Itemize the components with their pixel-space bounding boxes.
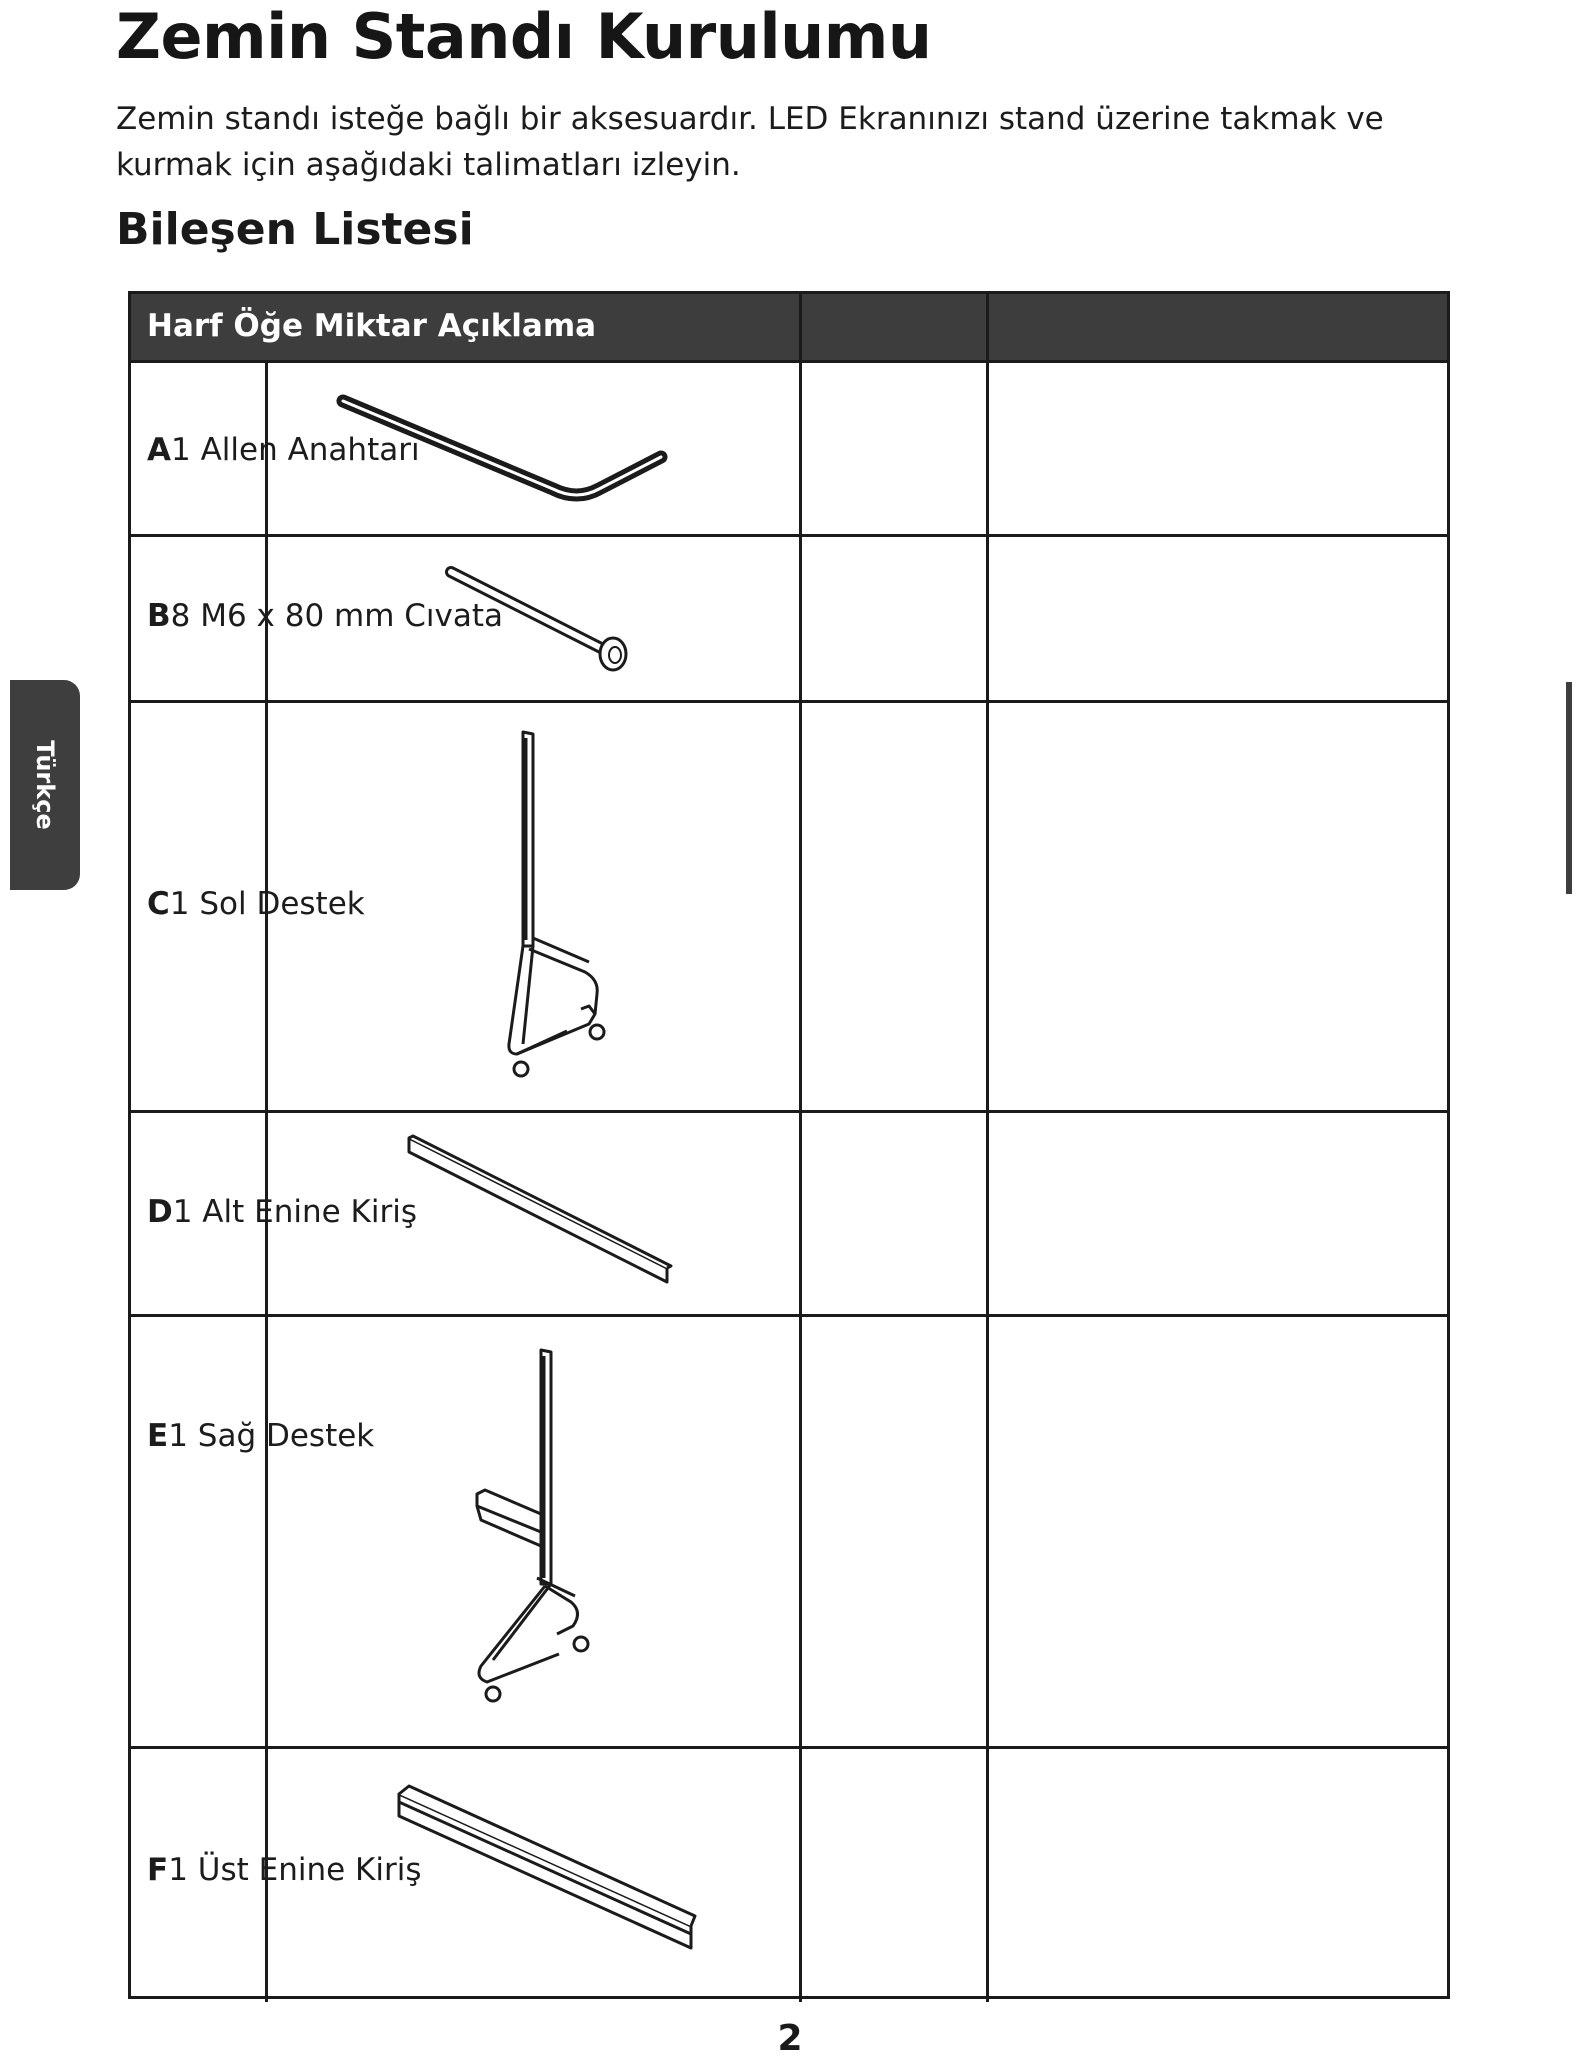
page-edge-marker [1566, 682, 1572, 894]
row-letter: F [147, 1852, 169, 1888]
row-text: 1 Üst Enine Kiriş [168, 1852, 422, 1888]
row-letter: C [147, 886, 170, 922]
component-table [128, 291, 1450, 1999]
bolt-icon [441, 562, 661, 672]
language-tab-label: Türkçe [31, 740, 59, 830]
row-divider [131, 1746, 1447, 1749]
row-divider [131, 1110, 1447, 1113]
row-letter: E [147, 1418, 169, 1454]
section-title: Bileşen Listesi [116, 204, 474, 255]
bottom-crossbeam-icon [401, 1132, 681, 1292]
table-row-e [147, 1418, 374, 1454]
table-row-f [147, 1852, 422, 1888]
row-letter: B [147, 598, 171, 634]
language-tab [10, 680, 80, 890]
table-row-c [147, 886, 365, 922]
page-title: Zemin Standı Kurulumu [116, 0, 932, 73]
table-header [131, 294, 1447, 363]
row-text: 1 Alt Enine Kiriş [172, 1194, 418, 1230]
row-text: 1 Allen Anahtarı [171, 432, 420, 468]
row-letter: D [147, 1194, 173, 1230]
table-row-d [147, 1194, 417, 1230]
table-header-text: Harf Öğe Miktar Açıklama [147, 308, 597, 344]
intro-paragraph: Zemin standı isteğe bağlı bir aksesuardır. LED Ekranınızı stand üzerine takmak ve kurmak için aşağıdaki talimatları izleyin. [116, 101, 1384, 183]
row-text: 8 M6 x 80 mm Cıvata [170, 598, 504, 634]
row-divider [131, 1314, 1447, 1317]
top-crossbeam-icon [393, 1776, 703, 1962]
allen-key-icon [331, 389, 751, 519]
row-letter: A [147, 432, 171, 468]
row-divider [131, 534, 1447, 537]
row-text: 1 Sol Destek [169, 886, 365, 922]
left-support-icon [471, 724, 651, 1094]
page-number: 2 [777, 2018, 803, 2059]
right-support-icon [441, 1344, 621, 1724]
row-text: 1 Sağ Destek [168, 1418, 375, 1454]
row-divider [131, 700, 1447, 703]
